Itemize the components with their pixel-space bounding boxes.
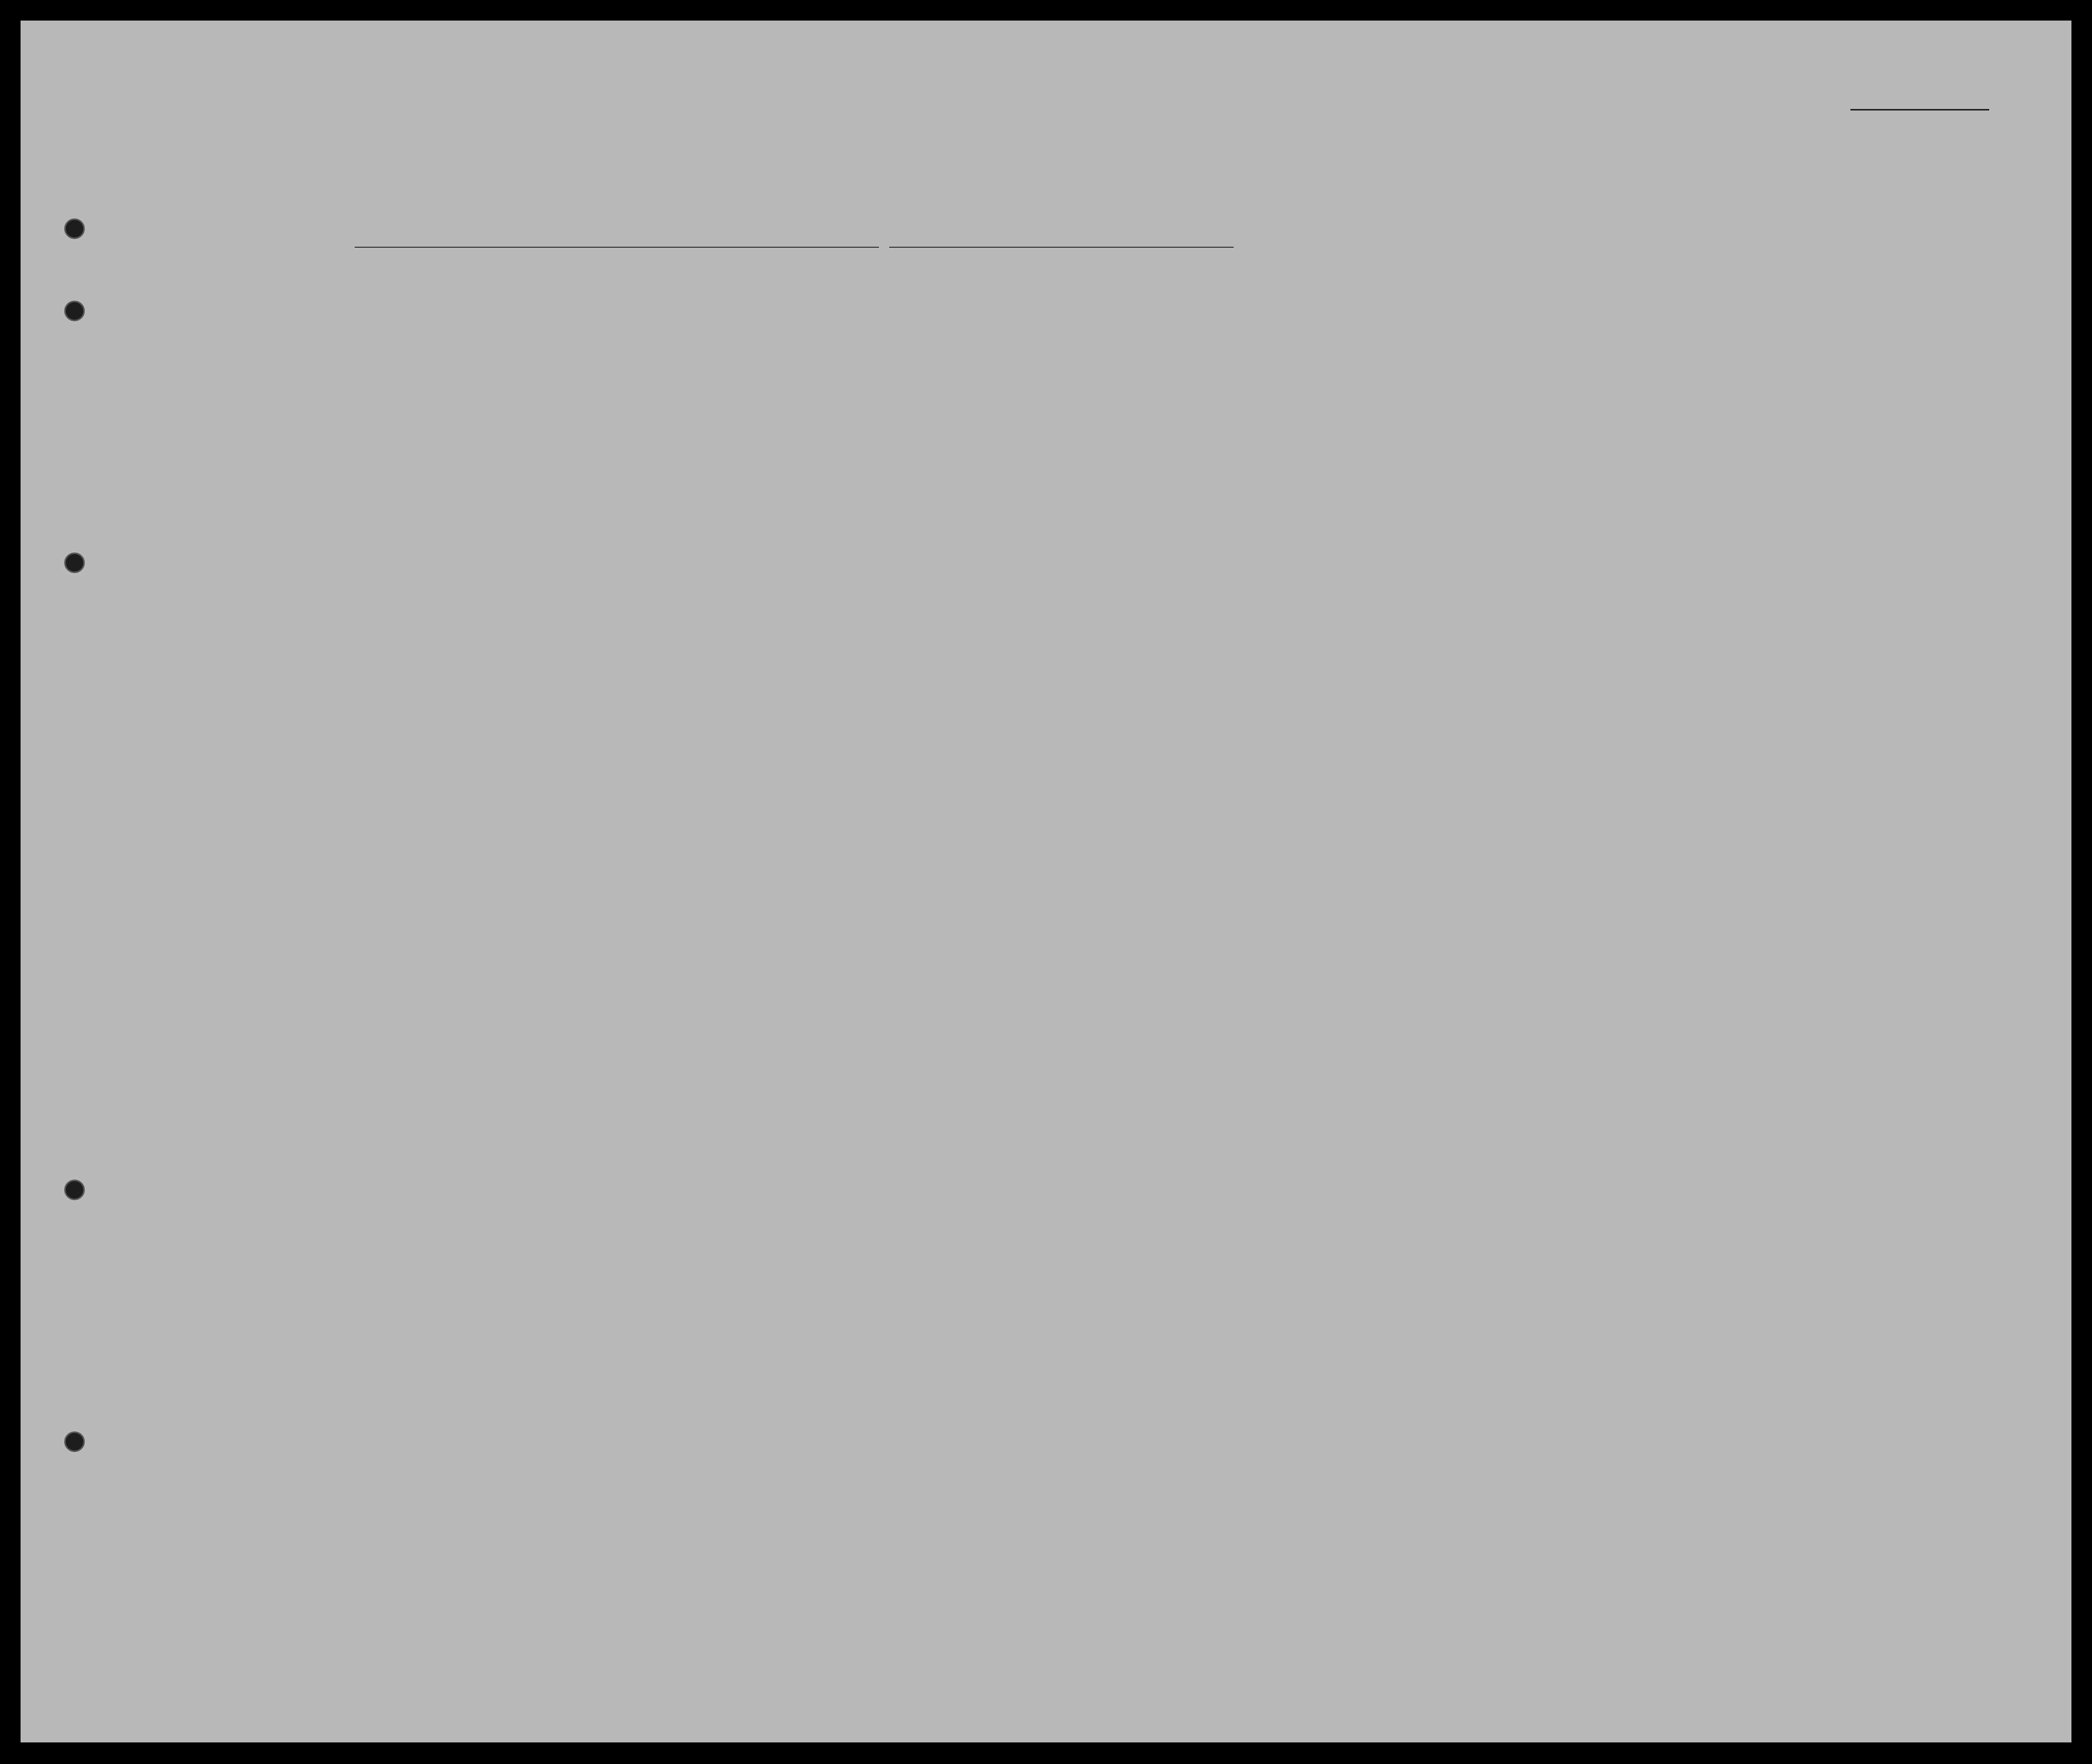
binder-hole xyxy=(64,553,85,573)
binder-hole xyxy=(64,1180,85,1200)
binder-hole xyxy=(64,301,85,321)
binder-hole xyxy=(64,1431,85,1452)
binder-hole xyxy=(64,218,85,239)
manifest-sheet xyxy=(21,21,2071,1742)
table-grid xyxy=(21,21,2071,1742)
